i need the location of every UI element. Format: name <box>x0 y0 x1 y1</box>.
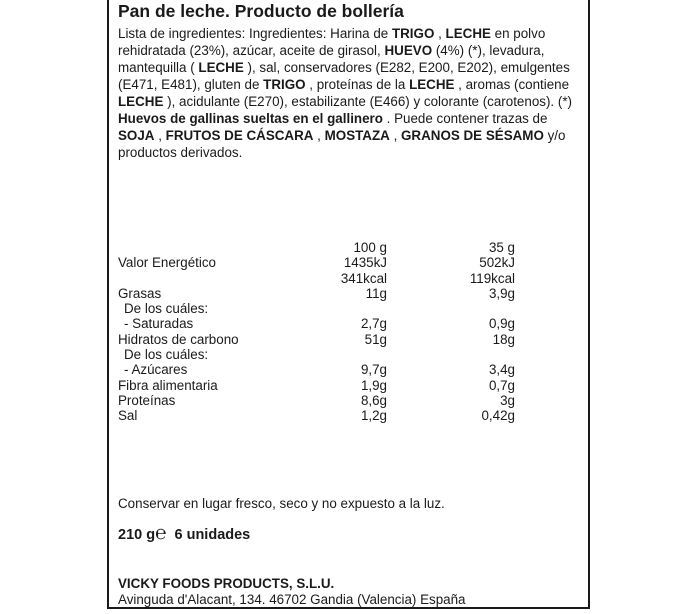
value-per-serving: 18g <box>492 331 515 347</box>
value-per-serving: 0,7g <box>488 377 515 393</box>
nutrition-row <box>118 316 578 331</box>
value-per-100g: 341kcal <box>340 270 387 286</box>
nutrient-label: - Azúcares <box>124 362 188 378</box>
product-label <box>107 0 590 609</box>
nutrient-label: De los cuáles: <box>124 347 209 363</box>
value-per-serving: 502kJ <box>479 255 515 271</box>
allergen-text: FRUTOS DE CÁSCARA <box>165 128 314 143</box>
allergen-text: Huevos de gallinas sueltas en el gallinero <box>118 111 383 126</box>
value-per-100g: 1435kJ <box>343 255 387 271</box>
ingredient-text: , proteínas de la <box>305 77 410 92</box>
ingredient-text: , <box>313 128 325 143</box>
header-per-100g: 100 g <box>353 240 387 255</box>
ingredient-text: y/o productos derivados. <box>118 128 566 160</box>
ingredient-text: , <box>154 128 166 143</box>
allergen-text: LECHE <box>445 26 491 41</box>
manufacturer-address: Avinguda d'Alacant, 134. 46702 Gandia (Valencia) España <box>118 592 466 607</box>
value-per-serving: 0,42g <box>481 408 515 424</box>
ingredient-text: (4%) (*), levadura, mantequilla ( <box>118 43 545 75</box>
units-count: 6 unidades <box>174 527 251 543</box>
value-per-serving: 3,9g <box>488 285 515 301</box>
allergen-text: LECHE <box>118 94 164 109</box>
nutrition-row <box>118 393 578 408</box>
value-per-100g: 2,7g <box>360 316 387 332</box>
ingredient-text: . Puede contener trazas de <box>382 111 548 126</box>
net-weight <box>118 523 251 544</box>
nutrient-label: Proteínas <box>118 392 176 408</box>
weight-value: 210 g <box>118 527 156 543</box>
ingredient-text: , aromas (contiene <box>454 77 570 92</box>
allergen-text: GRANOS DE SÉSAMO <box>401 128 544 143</box>
value-per-100g: 8,6g <box>360 392 387 408</box>
value-per-100g: 1,2g <box>360 408 387 424</box>
value-per-serving: 0,9g <box>488 316 515 332</box>
allergen-text: TRIGO <box>263 77 306 92</box>
nutrient-label: Valor Energético <box>118 255 217 271</box>
ingredient-text: , <box>434 26 446 41</box>
allergen-text: SOJA <box>118 128 155 143</box>
value-per-serving: 119kcal <box>469 270 515 286</box>
nutrient-label: - Saturadas <box>124 316 194 332</box>
nutrition-row <box>118 408 578 423</box>
ingredient-text: Lista de ingredientes: Ingredientes: Harina de <box>118 26 392 41</box>
value-per-100g: 1,9g <box>360 377 387 393</box>
value-per-100g: 51g <box>364 331 387 347</box>
nutrition-row <box>118 347 578 362</box>
nutrient-label: Fibra alimentaria <box>118 377 218 393</box>
allergen-text: LECHE <box>198 60 244 75</box>
ingredient-text: en polvo rehidratada (23%), azúcar, aceite de girasol, <box>118 26 546 58</box>
nutrient-label: Grasas <box>118 285 162 301</box>
ingredient-text: ), acidulante (E270), estabilizante (E466) y colorante (carotenos). (*) <box>163 94 573 109</box>
nutrition-row <box>118 362 578 377</box>
nutrient-label: De los cuáles: <box>124 301 209 317</box>
allergen-text: HUEVO <box>384 43 433 58</box>
nutrition-row <box>118 378 578 393</box>
value-per-serving: 3g <box>500 392 515 408</box>
allergen-text: MOSTAZA <box>324 128 390 143</box>
value-per-serving: 3,4g <box>488 362 515 378</box>
value-per-100g: 9,7g <box>360 362 387 378</box>
nutrient-label: Hidratos de carbono <box>118 331 239 347</box>
header-per-serving: 35 g <box>488 240 515 255</box>
ingredient-text: ), sal, conservadores (E282, E200, E202), emulgentes (E471, E481), gluten de <box>118 60 570 92</box>
nutrition-row <box>118 286 578 301</box>
nutrition-header-row <box>118 240 578 255</box>
nutrient-label: Sal <box>118 408 138 424</box>
nutrition-row <box>118 271 578 286</box>
manufacturer-name: VICKY FOODS PRODUCTS, S.L.U. <box>118 576 335 591</box>
product-title: Pan de leche. Producto de bollería <box>118 1 404 21</box>
allergen-text: TRIGO <box>391 26 435 41</box>
nutrition-row <box>118 332 578 347</box>
ingredients-list <box>118 25 586 161</box>
nutrition-row <box>118 255 578 270</box>
storage-instructions: Conservar en lugar fresco, seco y no expuesto a la luz. <box>118 496 445 511</box>
estimated-sign-icon: ℮ <box>155 523 167 544</box>
value-per-100g: 11g <box>365 285 387 301</box>
nutrition-table <box>118 240 578 424</box>
allergen-text: LECHE <box>409 77 455 92</box>
nutrition-row <box>118 301 578 316</box>
ingredient-text: , <box>389 128 402 143</box>
